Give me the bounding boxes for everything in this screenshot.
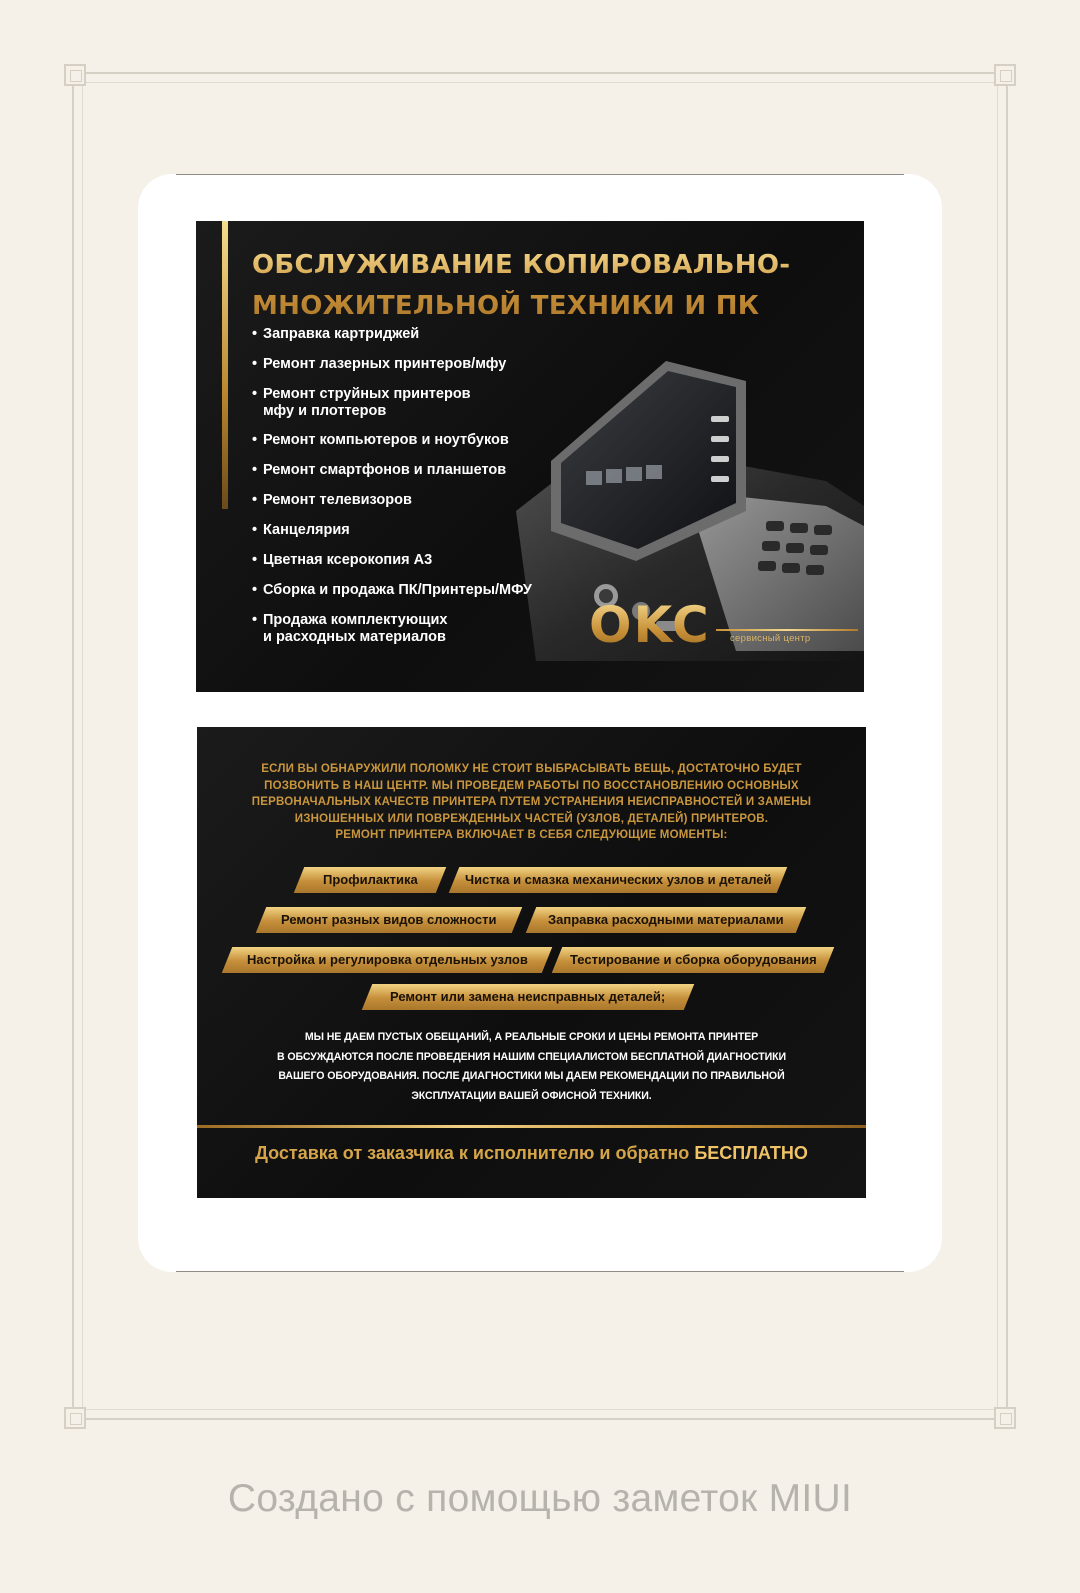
gold-divider [197, 1125, 866, 1128]
gold-accent-bar [222, 221, 228, 509]
card-top-rule [176, 174, 904, 175]
promise-line: ЭКСПЛУАТАЦИИ ВАШЕЙ ОФИСНОЙ ТЕХНИКИ. [411, 1089, 652, 1102]
service-item: • Ремонт смартфонов и планшетов [252, 462, 563, 479]
miui-notes-watermark: Создано с помощью заметок MIUI [227, 1477, 853, 1520]
service-item: • Ремонт лазерных принтеров/мфу [252, 356, 563, 373]
repair-step-pill: Чистка и смазка механических узлов и деталей [449, 867, 788, 893]
service-ad-panel [196, 221, 864, 692]
services-list [252, 326, 563, 658]
promise-text [197, 1028, 866, 1106]
service-item-line: мфу и плоттеров [263, 403, 387, 419]
service-item-line: и расходных материалов [263, 629, 446, 645]
repair-step-pill: Профилактика [294, 867, 447, 893]
repair-info-panel [197, 727, 866, 1198]
intro-line: ПЕРВОНАЧАЛЬНЫХ КАЧЕСТВ ПРИНТЕРА ПУТЕМ УСТРАНЕНИЯ НЕИСПРАВНОСТЕЙ И ЗАМЕНЫ [251, 796, 812, 809]
frame-corner-ornament [994, 1407, 1016, 1429]
service-item: • Заправка картриджей [252, 326, 563, 343]
headline-line: МНОЖИТЕЛЬНОЙ ТЕХНИКИ И ПК [252, 291, 760, 321]
logo-subtitle: сервисный центр [730, 633, 811, 644]
card-bottom-rule [176, 1271, 904, 1272]
service-item: • Сборка и продажа ПК/Принтеры/МФУ [252, 582, 563, 599]
frame-corner-ornament [994, 64, 1016, 86]
repair-step-pill: Тестирование и сборка оборудования [552, 947, 835, 973]
delivery-text: Доставка от заказчика к исполнителю и обратно [255, 1143, 690, 1163]
intro-line: ИЗНОШЕННЫХ ИЛИ ПОВРЕЖДЕННЫХ ЧАСТЕЙ (УЗЛОВ, ДЕТАЛЕЙ) ПРИНТЕРОВ. [294, 812, 769, 825]
repair-step-pill: Заправка расходными материалами [526, 907, 807, 933]
intro-line: ПОЗВОНИТЬ В НАШ ЦЕНТР. МЫ ПРОВЕДЕМ РАБОТЫ ПО ВОССТАНОВЛЕНИЮ ОСНОВНЫХ [264, 779, 799, 792]
service-item: • Канцелярия [252, 522, 563, 539]
promise-line: ВАШЕГО ОБОРУДОВАНИЯ. ПОСЛЕ ДИАГНОСТИКИ МЫ ДАЕМ РЕКОМЕНДАЦИИ ПО ПРАВИЛЬНОЙ [278, 1070, 785, 1083]
service-item: • Цветная ксерокопия А3 [252, 552, 563, 569]
repair-step-pill: Ремонт или замена неисправных деталей; [362, 984, 695, 1010]
intro-line: РЕМОНТ ПРИНТЕРА ВКЛЮЧАЕТ В СЕБЯ СЛЕДУЮЩИЕ МОМЕНТЫ: [335, 829, 728, 842]
delivery-free-label: БЕСПЛАТНО [694, 1143, 808, 1163]
promise-line: В ОБСУЖДАЮТСЯ ПОСЛЕ ПРОВЕДЕНИЯ НАШИМ СПЕЦИАЛИСТОМ БЕСПЛАТНОЙ ДИАГНОСТИКИ [276, 1050, 787, 1063]
service-item-line: • Ремонт струйных принтеров [263, 386, 471, 402]
service-item: • Ремонт компьютеров и ноутбуков [252, 432, 563, 449]
repair-intro-text [197, 761, 866, 844]
frame-corner-ornament [64, 1407, 86, 1429]
logo-underline [716, 629, 858, 631]
service-headline [252, 245, 790, 327]
free-delivery-banner [197, 1141, 866, 1165]
promise-line: МЫ НЕ ДАЕМ ПУСТЫХ ОБЕЩАНИЙ, А РЕАЛЬНЫЕ СРОКИ И ЦЕНЫ РЕМОНТА ПРИНТЕР [304, 1031, 759, 1043]
frame-corner-ornament [64, 64, 86, 86]
okc-logo: OKC [589, 596, 711, 654]
repair-step-pill: Настройка и регулировка отдельных узлов [222, 947, 553, 973]
intro-line: ЕСЛИ ВЫ ОБНАРУЖИЛИ ПОЛОМКУ НЕ СТОИТ ВЫБРАСЫВАТЬ ВЕЩЬ, ДОСТАТОЧНО БУДЕТ [261, 763, 802, 775]
headline-line: ОБСЛУЖИВАНИЕ КОПИРОВАЛЬНО- [252, 250, 791, 280]
service-item [252, 612, 563, 646]
service-item: • Ремонт телевизоров [252, 492, 563, 509]
service-item [252, 386, 563, 420]
service-item-line: • Продажа комплектующих [263, 612, 448, 628]
repair-step-pill: Ремонт разных видов сложности [256, 907, 523, 933]
